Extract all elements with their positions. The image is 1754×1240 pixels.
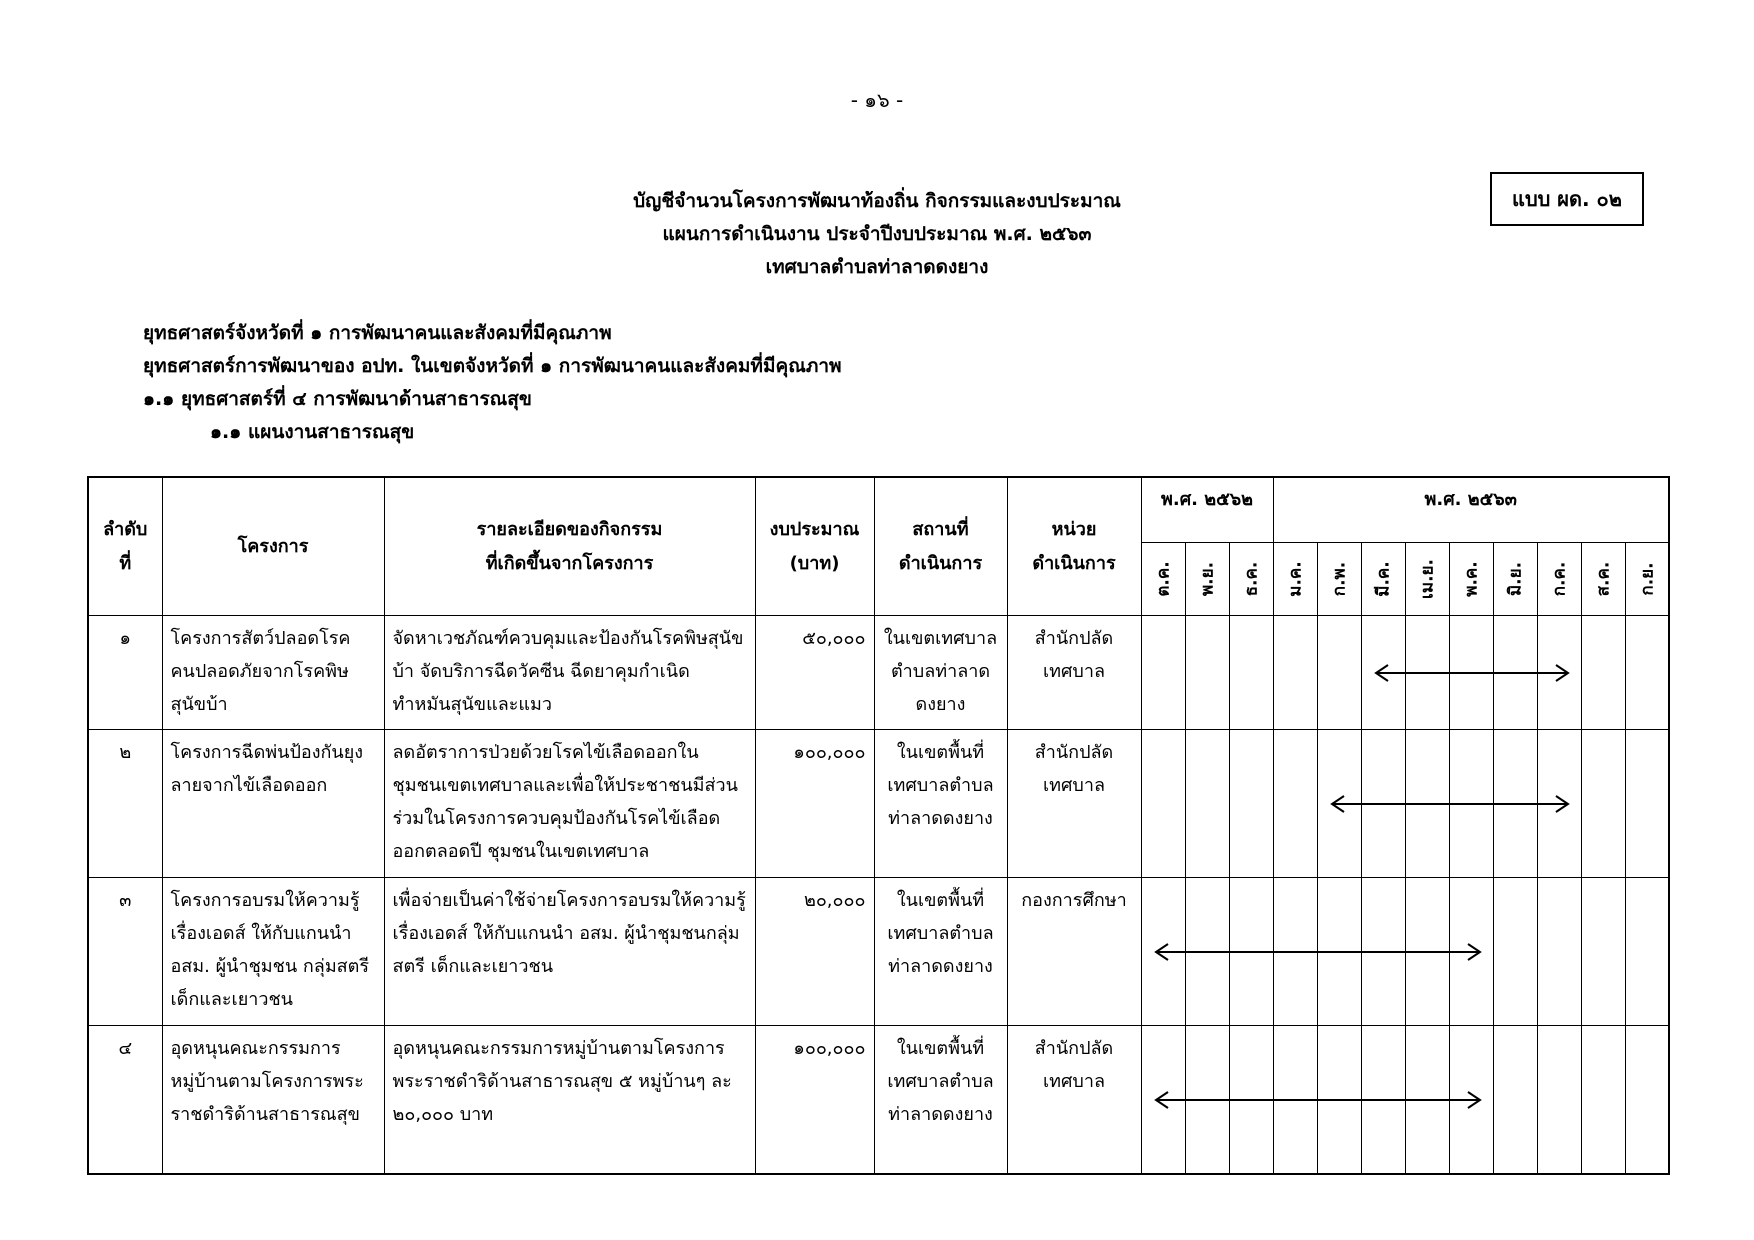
month-header (1405, 543, 1449, 616)
month-header (1273, 543, 1317, 616)
month-cell (1229, 878, 1273, 1026)
month-label: ก.ย. (1637, 562, 1658, 596)
month-cell (1625, 878, 1669, 1026)
month-cell (1581, 616, 1625, 730)
strategy-province: ยุทธศาสตร์จังหวัดที่ ๑ การพัฒนาคนและสังคมที่มีคุณภาพ (143, 322, 612, 344)
month-cell (1317, 1026, 1361, 1174)
month-label: ธ.ค. (1241, 561, 1262, 597)
month-cell (1449, 730, 1493, 878)
plan-name: ๑.๑ แผนงานสาธารณสุข (210, 421, 415, 443)
month-cell (1405, 878, 1449, 1026)
month-cell (1405, 1026, 1449, 1174)
month-cell (1405, 616, 1449, 730)
row-unit: สำนักปลัดเทศบาล (1007, 1026, 1141, 1174)
month-label: ก.พ. (1329, 561, 1350, 597)
row-detail: จัดหาเวชภัณฑ์ควบคุมและป้องกันโรคพิษสุนัขบ้า จัดบริการฉีดวัคซีน ฉีดยาคุมกำเนิด ทำหมันสุนัขและแมว (384, 616, 755, 730)
month-header (1141, 543, 1185, 616)
month-header (1449, 543, 1493, 616)
row-project: โครงการอบรมให้ความรู้เรื่องเอดส์ ให้กับแกนนำ อสม. ผู้นำชุมชน กลุ่มสตรี เด็กและเยาวชน (162, 878, 384, 1026)
table-row (88, 616, 1669, 730)
month-cell (1493, 730, 1537, 878)
month-label: พ.ค. (1461, 561, 1482, 597)
row-location: ในเขตพื้นที่เทศบาลตำบลท่าลาดดงยาง (874, 1026, 1007, 1174)
month-label: ก.ค. (1549, 561, 1570, 597)
month-cell (1581, 730, 1625, 878)
row-number: ๑ (88, 616, 162, 730)
timeline-arrow (1142, 730, 1143, 731)
month-cell (1625, 616, 1669, 730)
month-header (1229, 543, 1273, 616)
month-cell (1229, 616, 1273, 730)
month-label: ม.ค. (1285, 561, 1306, 597)
month-cell (1493, 878, 1537, 1026)
row-budget: ๑๐๐,๐๐๐ (755, 1026, 874, 1174)
table-row (88, 730, 1669, 878)
month-cell (1493, 1026, 1537, 1174)
header-detail: รายละเอียดของกิจกรรม ที่เกิดขึ้นจากโครงการ (384, 477, 755, 616)
month-header (1537, 543, 1581, 616)
month-header (1361, 543, 1405, 616)
header-project: โครงการ (162, 477, 384, 616)
month-cell (1141, 616, 1185, 730)
arrow-head-left (1156, 1092, 1168, 1108)
header-budget: งบประมาณ (บาท) (755, 477, 874, 616)
month-cell (1141, 1026, 1185, 1174)
row-budget: ๒๐,๐๐๐ (755, 878, 874, 1026)
month-cell (1273, 730, 1317, 878)
row-unit: สำนักปลัดเทศบาล (1007, 730, 1141, 878)
row-detail: ลดอัตราการป่วยด้วยโรคไข้เลือดออกในชุมชนเขตเทศบาลและเพื่อให้ประชาชนมีส่วนร่วมในโครงการควบคุมป้องกันโรคไข้เลือดออกตลอดปี ชุมชนในเขตเทศบาล (384, 730, 755, 878)
month-cell (1141, 730, 1185, 878)
month-cell (1449, 878, 1493, 1026)
header-unit: หน่วย ดำเนินการ (1007, 477, 1141, 616)
month-header (1581, 543, 1625, 616)
arrow-head-left (1156, 944, 1168, 960)
form-code-box: แบบ ผด. ๐๒ (1490, 172, 1644, 226)
month-cell (1185, 730, 1229, 878)
month-label: ต.ค. (1153, 561, 1174, 597)
month-cell (1185, 1026, 1229, 1174)
month-cell (1449, 616, 1493, 730)
row-unit: กองการศึกษา (1007, 878, 1141, 1026)
month-cell (1141, 878, 1185, 1026)
doc-title-line-3: เทศบาลตำบลท่าลาดดงยาง (765, 256, 989, 278)
month-cell (1229, 1026, 1273, 1174)
month-cell (1317, 878, 1361, 1026)
month-cell (1493, 616, 1537, 730)
month-cell (1537, 616, 1581, 730)
month-cell (1537, 1026, 1581, 1174)
month-label: พ.ย. (1197, 561, 1218, 597)
month-cell (1625, 730, 1669, 878)
month-header (1317, 543, 1361, 616)
month-cell (1185, 878, 1229, 1026)
month-label: เม.ย. (1417, 559, 1438, 599)
strategy-local: ยุทธศาสตร์การพัฒนาของ อปท. ในเขตจังหวัดที่ ๑ การพัฒนาคนและสังคมที่มีคุณภาพ (143, 355, 842, 377)
row-location: ในเขตเทศบาลตำบลท่าลาดดงยาง (874, 616, 1007, 730)
month-label: มิ.ย. (1505, 561, 1526, 597)
row-location: ในเขตพื้นที่เทศบาลตำบลท่าลาดดงยาง (874, 878, 1007, 1026)
month-label: มี.ค. (1373, 561, 1394, 597)
month-cell (1273, 616, 1317, 730)
row-project: โครงการสัตว์ปลอดโรค คนปลอดภัยจากโรคพิษสุนัขบ้า (162, 616, 384, 730)
month-cell (1581, 1026, 1625, 1174)
month-cell (1361, 878, 1405, 1026)
row-project: โครงการฉีดพ่นป้องกันยุงลายจากไข้เลือดออก (162, 730, 384, 878)
month-cell (1361, 1026, 1405, 1174)
month-cell (1273, 878, 1317, 1026)
month-cell (1625, 1026, 1669, 1174)
month-cell (1229, 730, 1273, 878)
row-unit: สำนักปลัดเทศบาล (1007, 616, 1141, 730)
timeline-arrow (1142, 616, 1143, 617)
month-cell (1537, 730, 1581, 878)
month-label: ส.ค. (1593, 561, 1614, 597)
row-location: ในเขตพื้นที่เทศบาลตำบลท่าลาดดงยาง (874, 730, 1007, 878)
timeline-arrow (1142, 1026, 1143, 1027)
row-number: ๔ (88, 1026, 162, 1174)
header-year-2563: พ.ศ. ๒๕๖๓ (1273, 477, 1669, 543)
doc-title-line-2: แผนการดำเนินงาน ประจำปีงบประมาณ พ.ศ. ๒๕๖๓ (662, 223, 1092, 245)
month-header (1185, 543, 1229, 616)
header-no: ลำดับ ที่ (88, 477, 162, 616)
month-header (1493, 543, 1537, 616)
month-cell (1273, 1026, 1317, 1174)
doc-title-line-1: บัญชีจำนวนโครงการพัฒนาท้องถิ่น กิจกรรมและงบประมาณ (633, 190, 1121, 212)
month-cell (1317, 730, 1361, 878)
month-cell (1185, 616, 1229, 730)
month-cell (1361, 616, 1405, 730)
month-cell (1317, 616, 1361, 730)
row-project: อุดหนุนคณะกรรมการหมู่บ้านตามโครงการพระราชดำริด้านสาธารณสุข (162, 1026, 384, 1174)
row-number: ๒ (88, 730, 162, 878)
header-year-2562: พ.ศ. ๒๕๖๒ (1141, 477, 1273, 543)
project-plan-table (87, 476, 1670, 1175)
month-cell (1361, 730, 1405, 878)
month-header (1625, 543, 1669, 616)
month-cell (1449, 1026, 1493, 1174)
strategy-sub: ๑.๑ ยุทธศาสตร์ที่ ๔ การพัฒนาด้านสาธารณสุข (143, 388, 532, 410)
row-budget: ๕๐,๐๐๐ (755, 616, 874, 730)
row-detail: เพื่อจ่ายเป็นค่าใช้จ่ายโครงการอบรมให้ความรู้เรื่องเอดส์ ให้กับแกนนำ อสม. ผู้นำชุมชนกลุ่มสตรี เด็กและเยาวชน (384, 878, 755, 1026)
row-number: ๓ (88, 878, 162, 1026)
table-row (88, 1026, 1669, 1174)
month-cell (1405, 730, 1449, 878)
month-cell (1581, 878, 1625, 1026)
header-location: สถานที่ ดำเนินการ (874, 477, 1007, 616)
timeline-arrow (1142, 878, 1143, 879)
row-detail: อุดหนุนคณะกรรมการหมู่บ้านตามโครงการพระราชดำริด้านสาธารณสุข ๕ หมู่บ้านๆ ละ ๒๐,๐๐๐ บาท (384, 1026, 755, 1174)
page-number: - ๑๖ - (850, 88, 904, 112)
row-budget: ๑๐๐,๐๐๐ (755, 730, 874, 878)
table-row (88, 878, 1669, 1026)
month-cell (1537, 878, 1581, 1026)
